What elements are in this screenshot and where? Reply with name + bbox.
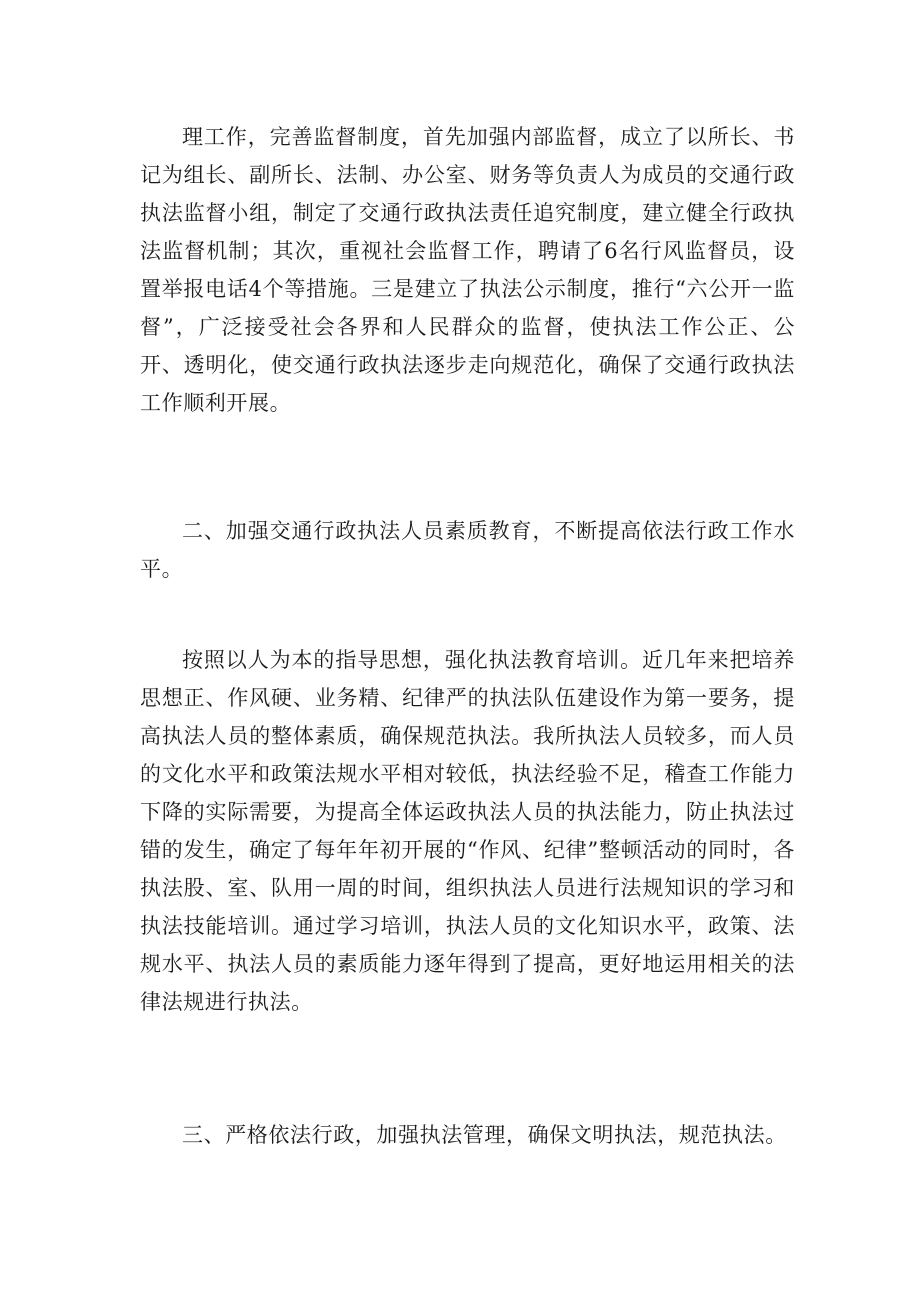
section-heading-3: 三、严格依法行政，加强执法管理，确保文明执法，规范执法。 <box>182 1123 787 1147</box>
paragraph-training: 按照以人为本的指导思想，强化执法教育培训。近几年来把培养思想正、作风硬、业务精、纪律严的执法队伍建设作为第一要务，提高执法人员的整体素质，确保规范执法。我所执法人员较多，而人员的文化水平和政策法规水平相对较低，执法经验不足，稽查工作能力下降的实际需要，为提高全体运政执法人员的执法能力，防止执法过错的发生，确定了每年年初开展的“作风、纪律”整顿活动的同时，各执法股、室、队用一周的时间，组织执法人员进行法规知识的学习和执法技能培训。通过学习培训，执法人员的文化知识水平，政策、法规水平、执法人员的素质能力逐年得到了提高，更好地运用相关的法律法规进行执法。 <box>140 648 795 1014</box>
section-heading-2: 二、加强交通行政执法人员素质教育，不断提高依法行政工作水平。 <box>140 519 795 581</box>
paragraph-supervision-system: 理工作，完善监督制度，首先加强内部监督，成立了以所长、书记为组长、副所长、法制、办公室、财务等负责人为成员的交通行政执法监督小组，制定了交通行政执法责任追究制度，建立健全行政执法监督机制；其次，重视社会监督工作，聘请了6名行风监督员，设置举报电话4个等措施。三是建立了执法公示制度，推行“六公开一监督”，广泛接受社会各界和人民群众的监督，使执法工作公正、公开、透明化，使交通行政执法逐步走向规范化，确保了交通行政执法工作顺利开展。 <box>140 125 795 415</box>
